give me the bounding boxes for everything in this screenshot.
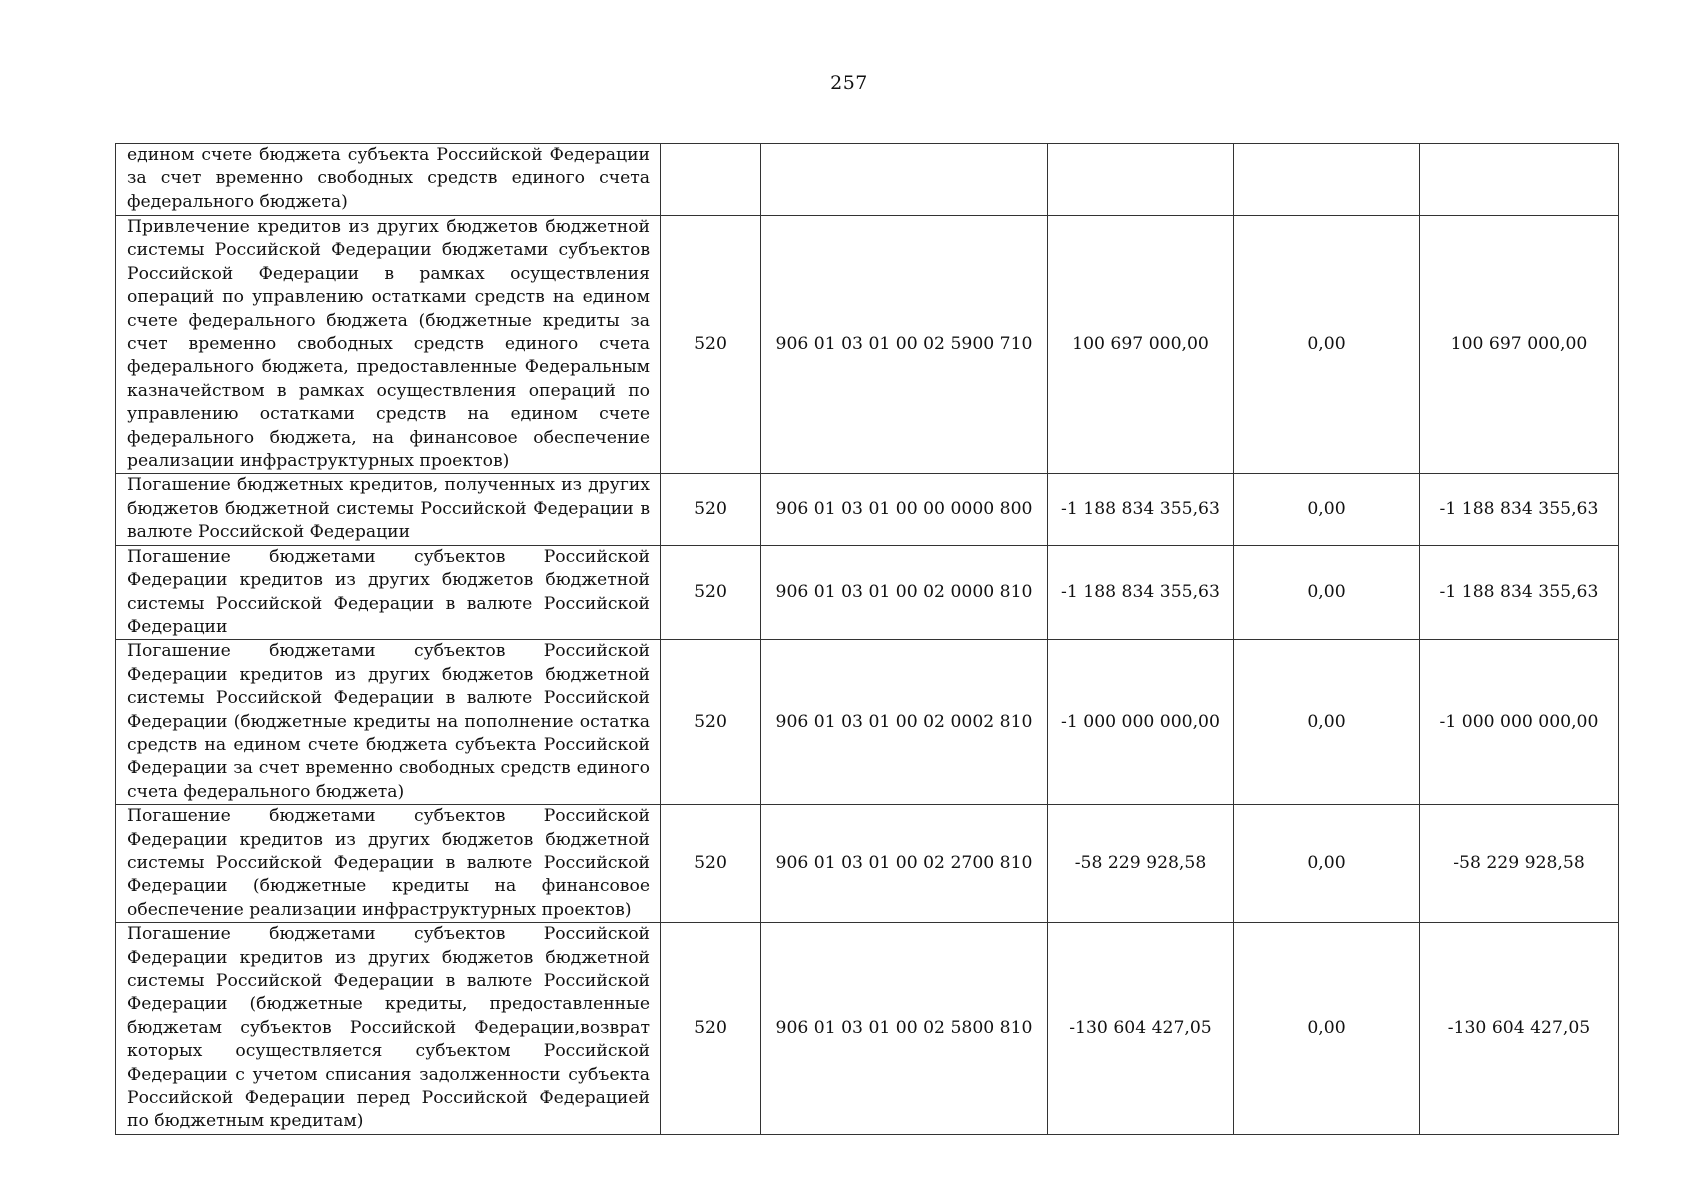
row-description: Погашение бюджетами субъектов Российской Федерации кредитов из других бюджетов бюджетной системы Российской Федерации в валюте Российской Федерации (116, 545, 661, 640)
row-description: Погашение бюджетами субъектов Российской Федерации кредитов из других бюджетов бюджетной системы Российской Федерации в валюте Российской Федерации (бюджетные кредиты на финансовое обеспечение реализации инфраструктурных проектов) (116, 805, 661, 923)
approved-amount-cell: -1 000 000 000,00 (1048, 640, 1234, 805)
budget-classification-code-cell: 906 01 03 01 00 02 2700 810 (761, 805, 1048, 923)
approved-amount-cell: -1 188 834 355,63 (1048, 474, 1234, 545)
table-row (116, 640, 1619, 805)
row-description: Погашение бюджетами субъектов Российской Федерации кредитов из других бюджетов бюджетной системы Российской Федерации в валюте Российской Федерации (бюджетные кредиты, предоставленные бюджетам субъектов Российской Федерации,возврат которых осуществляется субъектом Российской Федерации с учетом списания задолженности субъекта Российской Федерации перед Российской Федерацией по бюджетным кредитам) (116, 923, 661, 1135)
admin-code-cell: 520 (661, 474, 761, 545)
remaining-amount-cell: -58 229 928,58 (1420, 805, 1619, 923)
row-description: едином счете бюджета субъекта Российской Федерации за счет временно свободных средств единого счета федерального бюджета) (116, 144, 661, 216)
admin-code-cell: 520 (661, 545, 761, 640)
table-row (116, 144, 1619, 216)
remaining-amount-cell: -1 000 000 000,00 (1420, 640, 1619, 805)
row-description: Погашение бюджетами субъектов Российской Федерации кредитов из других бюджетов бюджетной системы Российской Федерации в валюте Российской Федерации (бюджетные кредиты на пополнение остатка средств на едином счете бюджета субъекта Российской Федерации за счет временно свободных средств единого счета федерального бюджета) (116, 640, 661, 805)
row-description: Погашение бюджетных кредитов, полученных из других бюджетов бюджетной системы Российской Федерации в валюте Российской Федерации (116, 474, 661, 545)
executed-amount-cell: 0,00 (1234, 640, 1420, 805)
approved-amount-cell: -58 229 928,58 (1048, 805, 1234, 923)
approved-amount-cell: -1 188 834 355,63 (1048, 545, 1234, 640)
executed-amount-cell: 0,00 (1234, 923, 1420, 1135)
admin-code-cell (661, 144, 761, 216)
approved-amount-cell: -130 604 427,05 (1048, 923, 1234, 1135)
admin-code-cell: 520 (661, 923, 761, 1135)
admin-code-cell: 520 (661, 640, 761, 805)
budget-classification-code-cell: 906 01 03 01 00 02 0000 810 (761, 545, 1048, 640)
table-row (116, 474, 1619, 545)
admin-code-cell: 520 (661, 216, 761, 474)
remaining-amount-cell (1420, 144, 1619, 216)
executed-amount-cell: 0,00 (1234, 216, 1420, 474)
approved-amount-cell: 100 697 000,00 (1048, 216, 1234, 474)
budget-classification-code-cell: 906 01 03 01 00 02 5800 810 (761, 923, 1048, 1135)
remaining-amount-cell: 100 697 000,00 (1420, 216, 1619, 474)
executed-amount-cell (1234, 144, 1420, 216)
row-description: Привлечение кредитов из других бюджетов бюджетной системы Российской Федерации бюджетами субъектов Российской Федерации в рамках осуществления операций по управлению остатками средств на едином счете федерального бюджета (бюджетные кредиты за счет временно свободных средств единого счета федерального бюджета, предоставленные Федеральным казначейством в рамках осуществления операций по управлению остатками средств на едином счете федерального бюджета, на финансовое обеспечение реализации инфраструктурных проектов) (116, 216, 661, 474)
table-row (116, 805, 1619, 923)
budget-classification-code-cell: 906 01 03 01 00 02 0002 810 (761, 640, 1048, 805)
table-row (116, 545, 1619, 640)
budget-classification-code-cell (761, 144, 1048, 216)
page-number: 257 (830, 72, 868, 94)
remaining-amount-cell: -1 188 834 355,63 (1420, 545, 1619, 640)
budget-classification-code-cell: 906 01 03 01 00 00 0000 800 (761, 474, 1048, 545)
remaining-amount-cell: -130 604 427,05 (1420, 923, 1619, 1135)
executed-amount-cell: 0,00 (1234, 545, 1420, 640)
table-row (116, 216, 1619, 474)
table-row (116, 923, 1619, 1135)
approved-amount-cell (1048, 144, 1234, 216)
admin-code-cell: 520 (661, 805, 761, 923)
remaining-amount-cell: -1 188 834 355,63 (1420, 474, 1619, 545)
budget-sources-table (115, 143, 1619, 1135)
executed-amount-cell: 0,00 (1234, 474, 1420, 545)
budget-classification-code-cell: 906 01 03 01 00 02 5900 710 (761, 216, 1048, 474)
executed-amount-cell: 0,00 (1234, 805, 1420, 923)
